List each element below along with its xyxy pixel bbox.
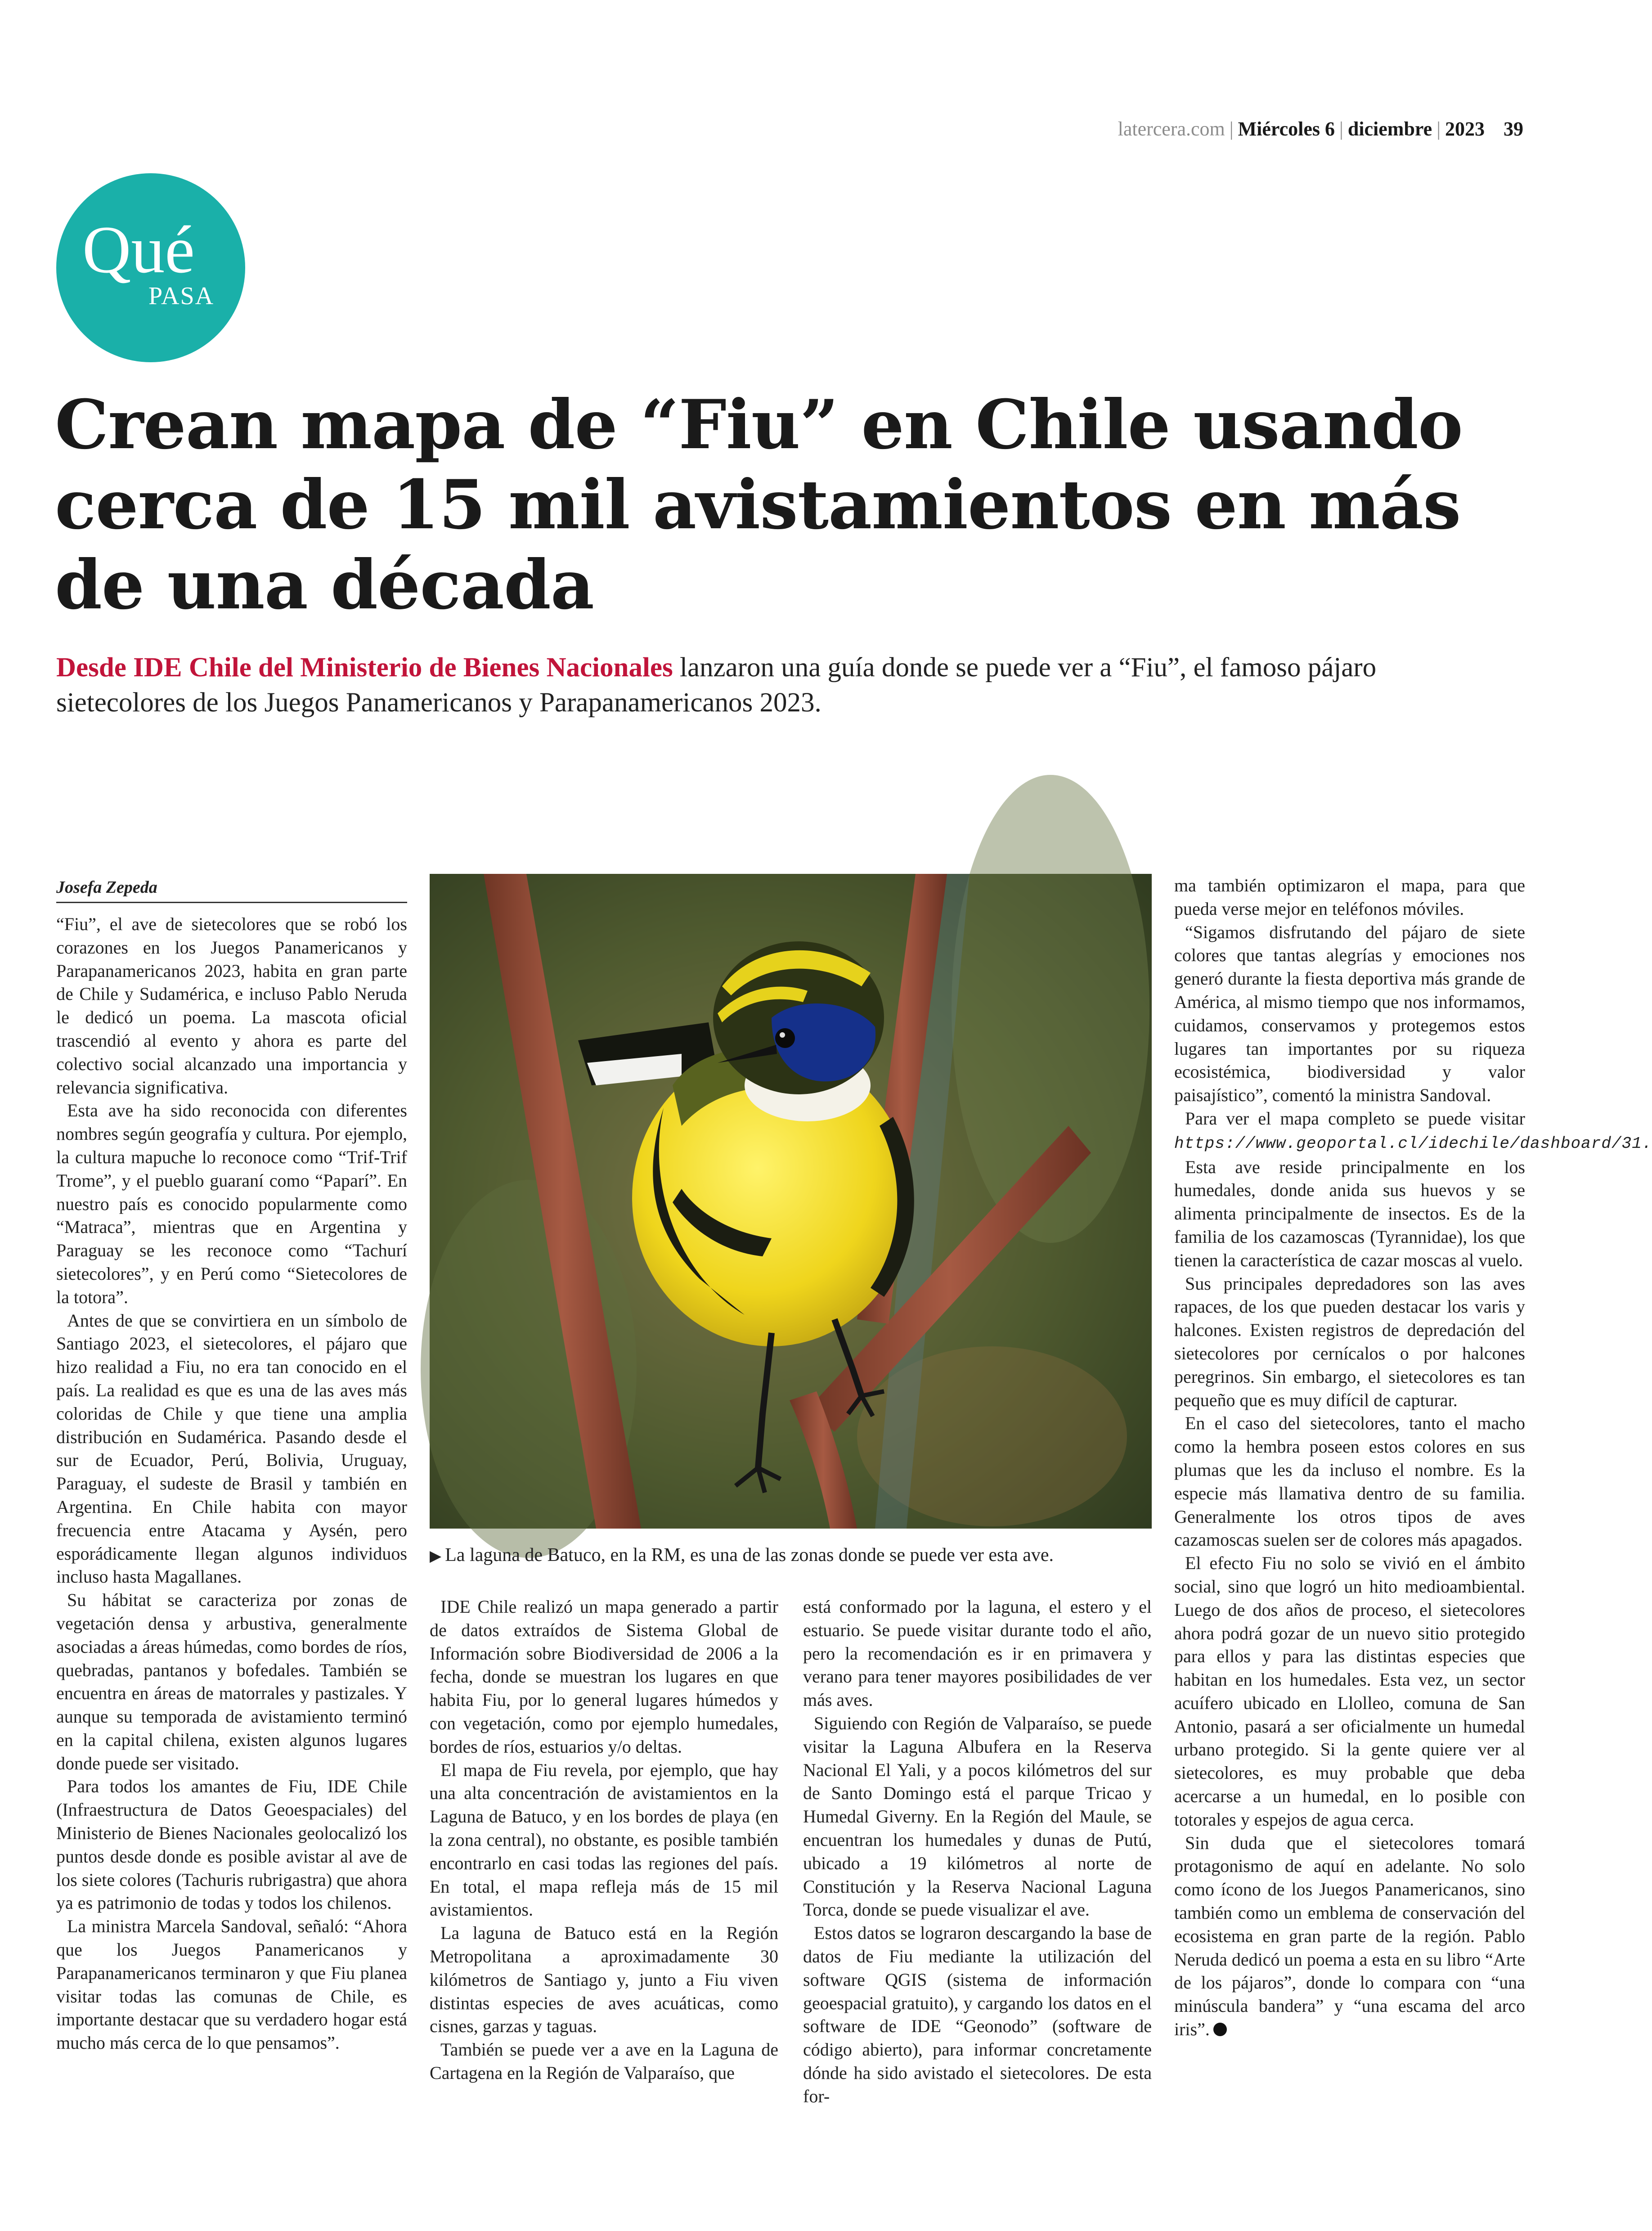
column-2: [430, 1595, 778, 2085]
headline: Crean mapa de “Fiu” en Chile usando cerca de 15 mil avistamientos en más de una década: [55, 385, 1463, 625]
paragraph: “Sigamos disfrutando del pájaro de siete colores que tantas alegrías y emociones nos generó durante la fiesta deportiva más grande de América, al mismo tiempo que nos informamos, cuidamos, conservamos y protegemos estos lugares tan importantes por su riqueza ecosistémica, biodiversidad y valor paisajístico”, comentó la ministra Sandoval.: [1174, 922, 1525, 1106]
paragraph: Siguiendo con Región de Valparaíso, se puede visitar la Laguna Albufera en la Reserva Nacional El Yali, y a pocos kilómetros del sur de Santo Domingo está el parque Tricao y Humedal Giverny. En la Región del Maule, se encuentran los humedales y dunas de Putú, ubicado a 19 kilómetros al norte de Constitución y la Reserva Nacional Laguna Torca, donde se puede visualizar el ave.: [803, 1713, 1152, 1920]
column-4: [1174, 874, 1652, 2041]
paragraph: “Fiu”, el ave de sietecolores que se robó los corazones en los Juegos Panamericanos y Parapanamericanos 2023, habita en gran parte de Chile y Sudamérica, e incluso Pablo Neruda le dedicó un poema. La mascota oficial trascendió al evento y ahora es parte del colectivo social alcanzado una importancia y relevancia significativa.: [56, 914, 407, 1098]
page-header: latercera.com | Miércoles 6 | diciembre | 2023 39: [1118, 118, 1523, 140]
paragraph: También se puede ver a ave en la Laguna de Cartagena en la Región de Valparaíso, que: [430, 2039, 778, 2083]
caption-arrow-icon: ▶: [430, 1548, 442, 1565]
paragraph: Estos datos se lograron descargando la base de datos de Fiu mediante la utilización del software QGIS (sistema de información geoespacial gratuito), y cargando los datos en el software de IDE “Geonodo” (software de código abierto), para informar concretamente dónde ha sido avistado el sietecolores. De esta for-: [803, 1923, 1152, 2106]
header-month: diciembre: [1347, 118, 1432, 140]
paragraph: En el caso del sietecolores, tanto el macho como la hembra poseen estos colores en sus plumas que les da incluso el nombre. Es la especie más llamativa dentro de su familia. Generalmente los otros tipos de aves cazamoscas suelen ser de colores más apagados.: [1174, 1413, 1525, 1550]
paragraph: Sus principales depredadores son las aves rapaces, de los que pueden destacar los varis y halcones. Existen registros de depredación del sietecolores por cernícalos o por halcones peregrinos. Sin embargo, el sietecolores es tan pequeño que es muy difícil de capturar.: [1174, 1273, 1525, 1410]
paragraph: El mapa de Fiu revela, por ejemplo, que hay una alta concentración de avistamientos en la Laguna de Batuco, y en los bordes de playa (en la zona central), no obstante, es posible también encontrarlo en casi todas las regiones del país. En total, el mapa refleja más de 15 mil avistamientos.: [430, 1759, 778, 1920]
paragraph: Para ver el mapa completo se puede visitar https://www.geoportal.cl/idechile/dashboard/31.: [1174, 1108, 1652, 1153]
lead-text: lanzaron una guía donde se puede ver a “Fiu”, el famoso pájaro sietecolores de los Juegos Panamericanos y Parapanamericanos 2023.: [56, 652, 1377, 718]
paragraph: está conformado por la laguna, el estero y el estuario. Se puede visitar durante todo el año, pero la recomendación es ir en primavera y verano para tener mayores posibilidades de ver más aves.: [803, 1597, 1152, 1710]
section-logo: [56, 173, 245, 362]
author-byline: Josefa Zepeda: [56, 877, 407, 903]
column-3: [803, 1595, 1152, 2108]
photo-caption: ▶ La laguna de Batuco, en la RM, es una de las zonas donde se puede ver esta ave.: [430, 1545, 1054, 1565]
paragraph: Su hábitat se caracteriza por zonas de vegetación densa y arbustiva, generalmente asociadas a áreas húmedas, como bordes de ríos, quebradas, pantanos y bofedales. También se encuentra en áreas de matorrales y pastizales. Y aunque su temporada de avistamiento terminó en la capital chilena, existen algunos lugares donde puede ser visitado.: [56, 1590, 407, 1773]
paragraph: Para todos los amantes de Fiu, IDE Chile (Infraestructura de Datos Geoespaciales) del Ministerio de Bienes Nacionales geolocalizó los puntos desde donde es posible avistar al ave de los siete colores (Tachuris rubrigastra) que ahora ya es patrimonio de todas y todos los chilenos.: [56, 1776, 407, 1913]
page-number: 39: [1504, 118, 1523, 140]
column-1: [56, 913, 407, 2055]
map-link[interactable]: https://www.geoportal.cl/idechile/dashboard/31.: [1174, 1134, 1652, 1153]
paragraph: Esta ave reside principalmente en los humedales, donde anida sus huevos y se alimenta principalmente de insectos. Es de la familia de los cazamoscas (Tyrannidae), los que tienen la característica de cazar moscas al vuelo.: [1174, 1156, 1525, 1270]
lead-paragraph: [56, 650, 1406, 720]
header-day: Miércoles 6: [1238, 118, 1335, 140]
paragraph: El efecto Fiu no solo se vivió en el ámbito social, sino que logró un hito medioambiental. Luego de dos años de proceso, el sietecolores ahora podrá gozar de un nuevo sitio protegido para ellos y para las distintas especies que habitan en los humedales. Esta vez, un sector acuífero ubicado en Llolleo, comuna de San Antonio, pasará a ser oficialmente un humedal urbano protegido. Si la gente quiere ver al sietecolores, es muy probable que deba acercarse a un humedal, en lo posible con totorales y espejos de agua cerca.: [1174, 1553, 1525, 1830]
end-mark-icon: [1213, 2023, 1227, 2036]
logo-word: Qué: [82, 212, 195, 287]
site-name: latercera.com: [1118, 118, 1225, 140]
paragraph: La laguna de Batuco está en la Región Metropolitana a aproximadamente 30 kilómetros de Santiago y, junto a Fiu viven distintas especies de aves acuáticas, como cisnes, garzas y taguas.: [430, 1923, 778, 2037]
paragraph: Sin duda que el sietecolores tomará protagonismo de aquí en adelante. No solo como ícono de los Juegos Panamericanos, sino también como un emblema de conservación del ecosistema en gran parte de la región. Pablo Neruda dedicó un poema a esta en su libro “Arte de los pájaros”, donde lo compara con “una minúscula bandera” y “una escama del arco iris”.: [1174, 1832, 1525, 2040]
paragraph: Esta ave ha sido reconocida con diferentes nombres según geografía y cultura. Por ejemplo, la cultura mapuche lo reconoce como “Trif-Trif Trome”, y el pueblo guaraní como “Paparí”. En nuestro país es conocido popularmente como “Matraca”, mientras que en Argentina y Paraguay se les reconoce como “Tachurí sietecolores”, y en Perú como “Sietecolores de la totora”.: [56, 1100, 407, 1307]
paragraph: Antes de que se convirtiera en un símbolo de Santiago 2023, el sietecolores, el pájaro que hizo realidad a Fiu, no era tan conocido en el país. La realidad es que es una de las aves más coloridas de Chile y que tiene una amplia distribución en Sudamérica. Pasando desde el sur de Ecuador, Perú, Bolivia, Uruguay, Paraguay, el sudeste de Brasil y también en Argentina. En Chile habita con mayor frecuencia entre Atacama y Aysén, pero esporádicamente llegan algunos individuos incluso hasta Magallanes.: [56, 1310, 407, 1587]
logo-sub: PASA: [148, 282, 215, 310]
photo-bird-sietecolores: [430, 874, 1152, 1529]
bird-illustration: [430, 874, 1152, 1529]
paragraph: ma también optimizaron el mapa, para que pueda verse mejor en teléfonos móviles.: [1174, 875, 1525, 919]
paragraph: La ministra Marcela Sandoval, señaló: “Ahora que los Juegos Panamericanos y Parapanamericanos terminaron y que Fiu planea visitar todas las comunas de Chile, es importante destacar que su verdadero hogar está mucho más cerca de lo que pensamos”.: [56, 1916, 407, 2053]
header-year: 2023: [1445, 118, 1485, 140]
lead-highlight: Desde IDE Chile del Ministerio de Bienes Nacionales: [56, 652, 673, 683]
paragraph: IDE Chile realizó un mapa generado a partir de datos extraídos de Sistema Global de Información sobre Biodiversidad de 2006 a la fecha, donde se muestran los lugares en que habita Fiu, por lo general lugares húmedos y con vegetación, como por ejemplo humedales, bordes de ríos, estuarios y/o deltas.: [430, 1597, 778, 1757]
